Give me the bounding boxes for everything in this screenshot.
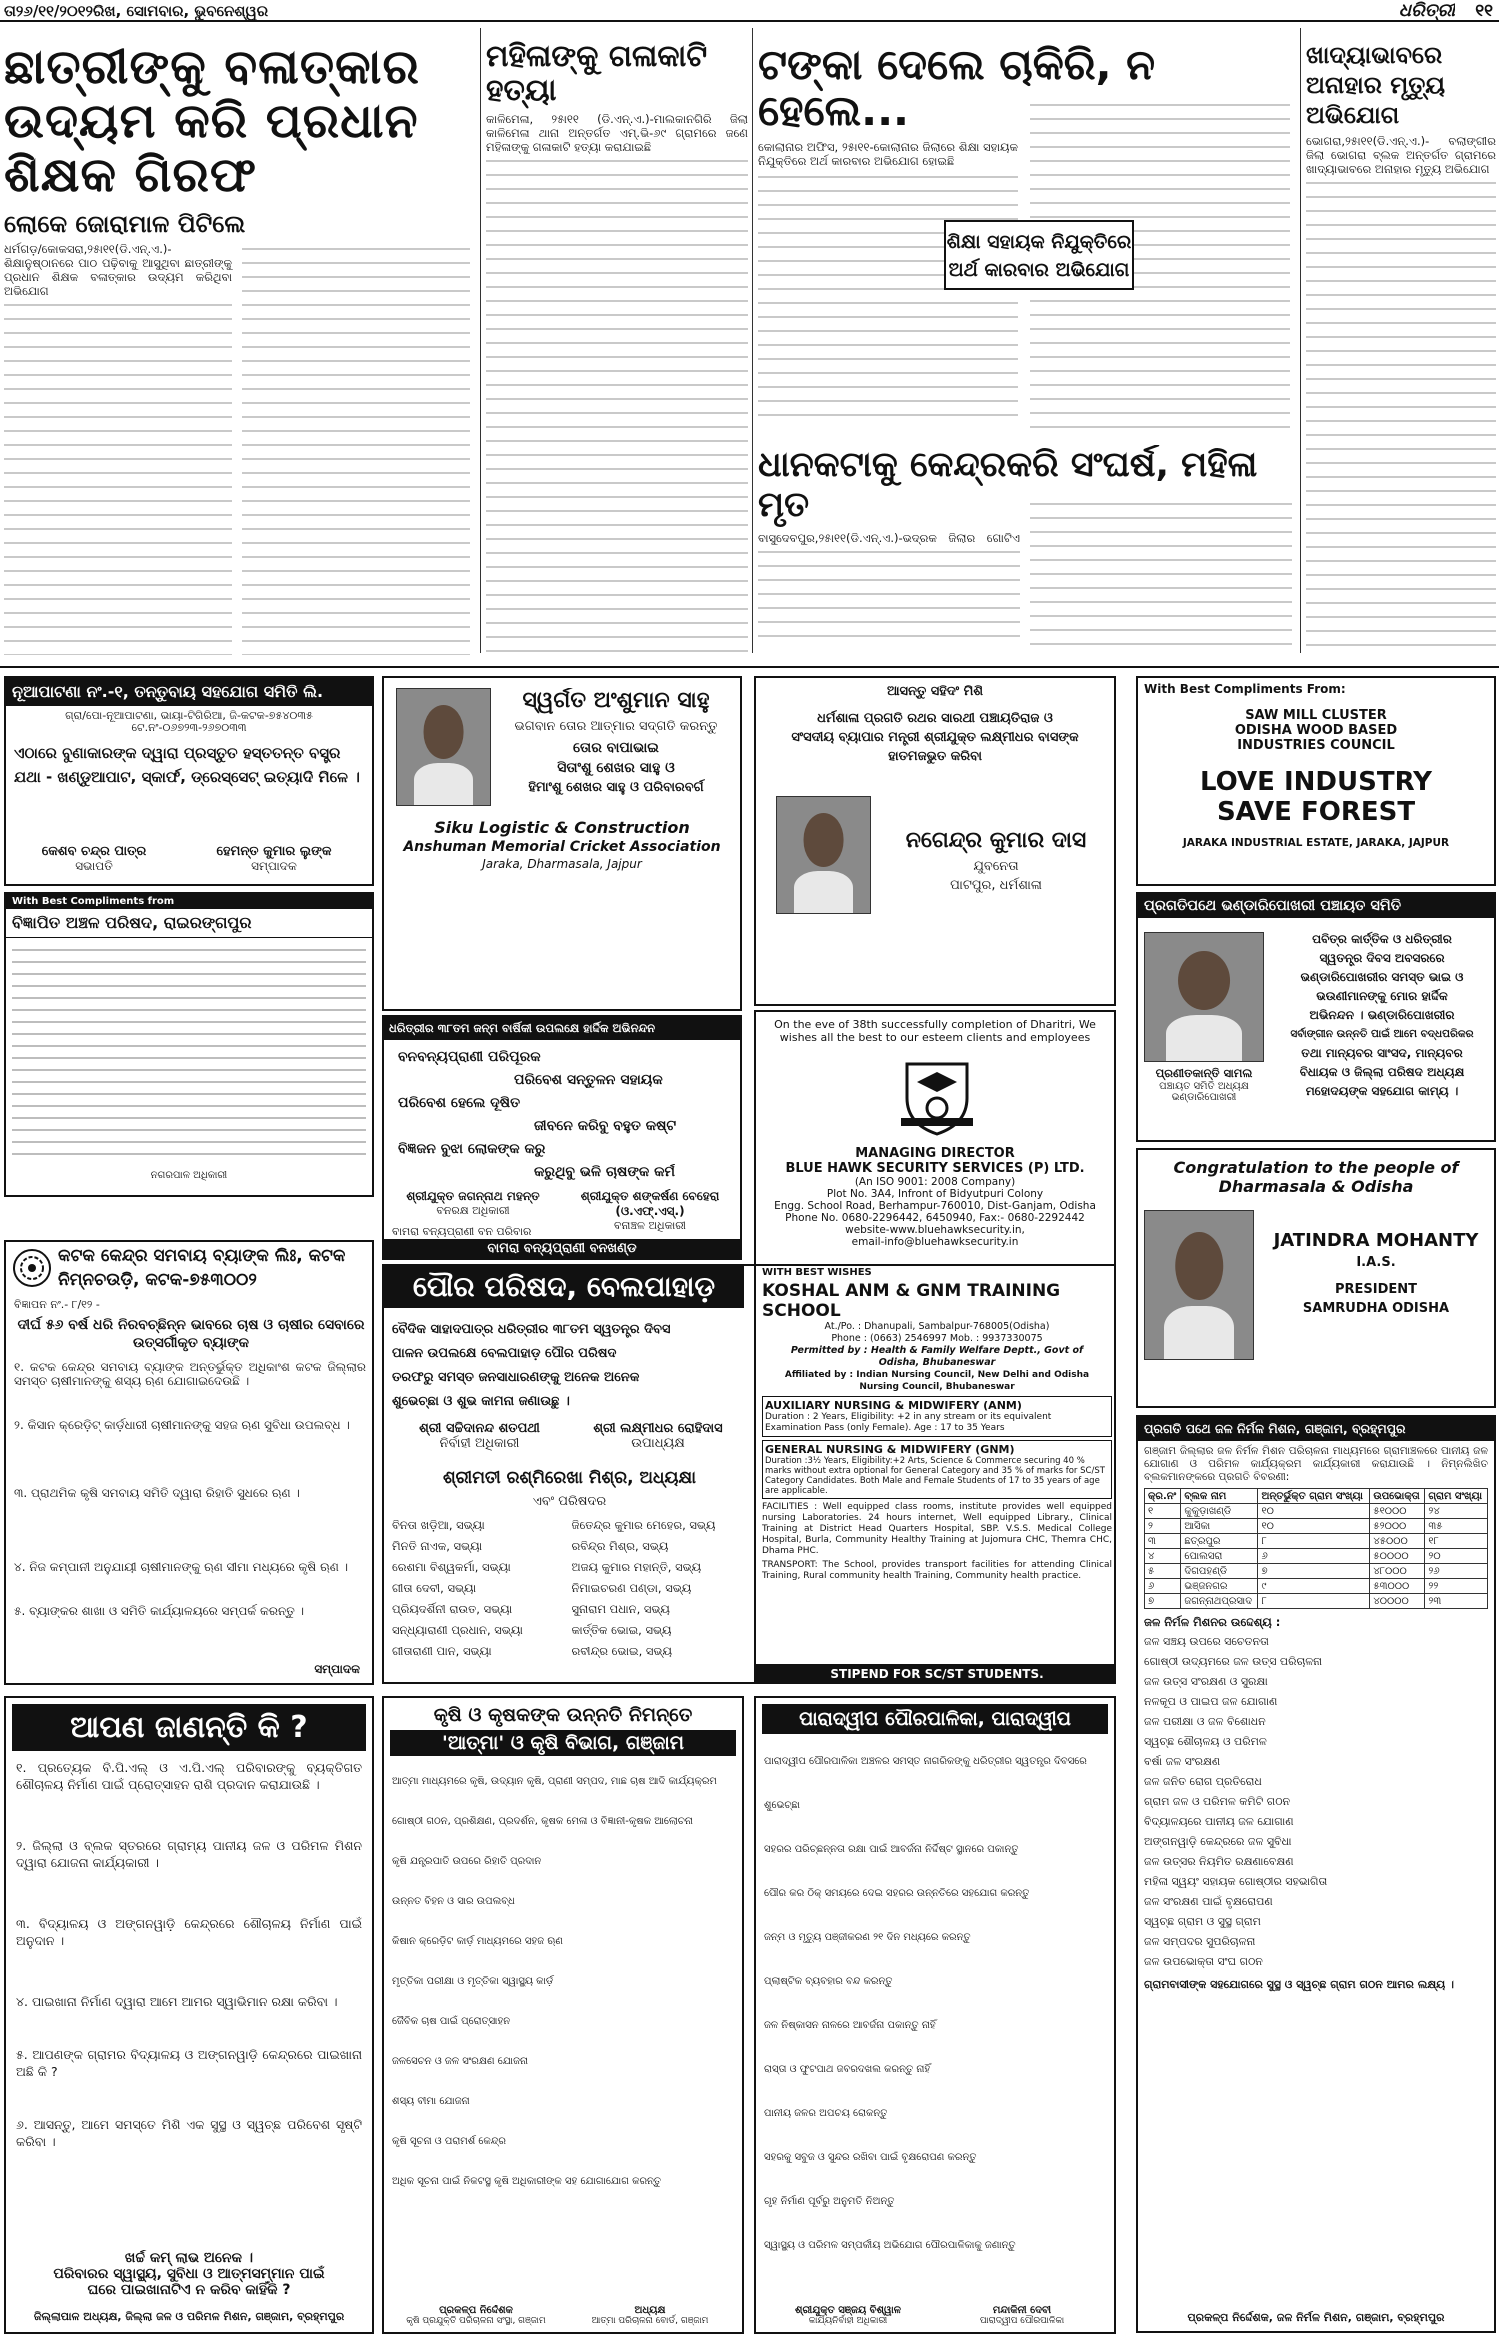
transport: TRANSPORT: The School, provides transport facilities for attending Clinical Training, Rural community health Training, Community health practice. — [762, 1560, 1112, 1581]
table-row — [1145, 1519, 1488, 1534]
subhead: ଲୋକେ ଜୋରାମାଳ ପିଟିଲେ — [4, 210, 246, 238]
org-name: Anshuman Memorial Cricket Association — [403, 839, 721, 855]
person-role: ଭଣ୍ଡାରିପୋଖରୀ — [1171, 1092, 1237, 1103]
list-item: ମୃତ୍ତିକା ପରୀକ୍ଷା ଓ ମୃତ୍ତିକା ସ୍ୱାସ୍ଥ୍ୟ କାର୍ଡ଼ — [392, 1976, 554, 1987]
ad-bhandaripokhari — [1136, 892, 1496, 1142]
officer-role: ନିର୍ବାହୀ ଅଧିକାରୀ — [439, 1436, 520, 1451]
cell: ଛତ୍ରପୁର — [1181, 1534, 1258, 1549]
ad-intro: ଗଞ୍ଜାମ ଜିଲ୍ଲାର ଜଳ ନିର୍ମଳ ମିଶନ ପରିଚାଳନା ମାଧ୍ୟମରେ ଗ୍ରାମାଞ୍ଚଳରେ ପାନୀୟ ଜଳ ଯୋଗାଣ ଓ ପରିମଳ କାର୍ଯ୍ୟକ୍ରମ କାର୍ଯ୍ୟକାରୀ କରାଯାଉଛି । ନିମ୍ନଲିଖିତ ବ୍ଲକମାନଙ୍କରେ ପ୍ରଗତି ବିବରଣୀ: — [1144, 1445, 1488, 1483]
member: ଗୀତା ଦେବୀ, ସଭ୍ୟା — [392, 1581, 477, 1595]
shield-icon — [897, 1058, 977, 1138]
list-item: କୃଷି ସୂଚନା ଓ ପରାମର୍ଶ କେନ୍ଦ୍ର — [392, 2136, 506, 2147]
ad-atma — [382, 1696, 744, 2334]
list-item: ଜଳ ଉତ୍ସର ନିୟମିତ ରକ୍ଷଣାବେକ୍ଷଣ — [1144, 1855, 1294, 1868]
ad-footer: ପ୍ରକଳ୍ପ ନିର୍ଦ୍ଦେଶକ, ଜଳ ନିର୍ମଳ ମିଶନ, ଗଞ୍ଜାମ, ବ୍ରହ୍ମପୁର — [1187, 2311, 1445, 2324]
address: Engg. School Road, Berhampur-760010, Dist-Ganjam, Odisha — [774, 1200, 1096, 1212]
member: ବିନତା ଖଡ଼ିଆ, ସଭ୍ୟା — [392, 1518, 485, 1532]
sig-role: ସମ୍ପାଦକ — [314, 1662, 360, 1676]
list-item: ସ୍ୱଚ୍ଛ ଶୌଚାଳୟ ଓ ପରିମଳ — [1144, 1735, 1267, 1748]
ad-closing: ଗ୍ରାମବାସୀଙ୍କ ସହଯୋଗରେ ସୁସ୍ଥ ଓ ସ୍ୱଚ୍ଛ ଗ୍ରାମ ଗଠନ ଆମର ଲକ୍ଷ୍ୟ । — [1144, 1978, 1455, 1991]
ad-dharmashala — [754, 676, 1116, 1006]
member: ଜିତେନ୍ଦ୍ର କୁମାର ମେହେର, ସଭ୍ୟ — [571, 1518, 716, 1532]
list-item: ୫. ଆପଣଙ୍କ ଗ୍ରାମର ବିଦ୍ୟାଳୟ ଓ ଅଙ୍ଗନୱାଡ଼ି କେନ୍ଦ୍ରରେ ପାଇଖାନା ଅଛି କି ? — [16, 2047, 362, 2079]
ad-ccb — [4, 1240, 374, 1685]
sig-role: ବନରକ୍ଷ ଅଧିକାରୀ — [436, 1204, 510, 1217]
page-header — [0, 0, 1499, 22]
ad-title: ଆସନ୍ତୁ ସହିଦଂ ମିଶି — [886, 684, 984, 699]
cell: ୫୩୦୦୦ — [1370, 1579, 1425, 1594]
ad-bikhyapit — [4, 892, 374, 1197]
cell: ୧ — [1145, 1504, 1181, 1519]
sig-role: କାର୍ଯ୍ୟନିର୍ବାହୀ ଅଧିକାରୀ — [808, 2316, 888, 2326]
role: MANAGING DIRECTOR — [855, 1146, 1015, 1161]
ad-line: ବିଧାୟକ ଓ ଜିଲ୍ଲା ପରିଷଦ ଅଧ୍ୟକ୍ଷ — [1299, 1065, 1465, 1079]
sig-role: ସଭାପତି — [75, 859, 113, 873]
sig-name: ଶ୍ରୀଯୁକ୍ତ ସଞ୍ଜୟ ବିଶ୍ୱାଳ — [795, 2305, 901, 2316]
list-item: ଆତ୍ମା ମାଧ୍ୟମରେ କୃଷି, ଉଦ୍ୟାନ କୃଷି, ପ୍ରାଣୀ ସମ୍ପଦ, ମାଛ ଚାଷ ଆଦି କାର୍ଯ୍ୟକ୍ରମ — [392, 1776, 717, 1787]
ad-water-mission — [1136, 1415, 1496, 2333]
org-name: SAW MILL CLUSTER — [1245, 708, 1387, 723]
ad-line: ସିତାଂଶୁ ଶେଖର ସାହୁ ଓ — [557, 760, 675, 776]
ad-compliments: With Best Compliments from — [6, 894, 372, 909]
ad-address: ଗ୍ରା/ପୋ-ନୂଆପାଟଣା, ଭାୟା-ଟିଗିରିଆ, ଜି-କଟକ-୭୫୪୦୩୫ — [65, 709, 313, 722]
ad-title: କୃଷି ଓ କୃଷକଙ୍କ ଉନ୍ନତି ନିମନ୍ତେ — [433, 1704, 693, 1726]
table-header: ବ୍ଲକ ନାମ — [1181, 1489, 1258, 1504]
sig-name: କେଶବ ଚନ୍ଦ୍ର ପାତ୍ର — [41, 844, 147, 859]
permission: Permitted by : Health & Family Welfare Deptt., Govt of — [790, 1345, 1084, 1356]
list-item: ୬. ଆସନ୍ତୁ, ଆମେ ସମସ୍ତେ ମିଶି ଏକ ସୁସ୍ଥ ଓ ସ୍ୱଚ୍ଛ ପରିବେଶ ସୃଷ୍ଟି କରିବା । — [16, 2117, 362, 2149]
person-place: ପାଟପୁର, ଧର୍ମଶାଳା — [950, 878, 1042, 893]
ad-wishes: WITH BEST WISHES — [762, 1267, 872, 1278]
portrait-photo — [1144, 932, 1264, 1062]
cell: ୨୦ — [1425, 1549, 1488, 1564]
list-item: ଜଳ ସଞ୍ଚୟ ଉପରେ ସଚେତନତା — [1144, 1635, 1269, 1648]
ad-title: ବିଜ୍ଞାପିତ ଅଞ୍ଚଳ ପରିଷଦ, ରାଇରଙ୍ଗପୁର — [6, 909, 372, 938]
list-item: ୩. ବିଦ୍ୟାଳୟ ଓ ଅଙ୍ଗନୱାଡ଼ି କେନ୍ଦ୍ରରେ ଶୌଚାଳୟ ନିର୍ମାଣ ପାଇଁ ଅନୁଦାନ । — [16, 1916, 362, 1948]
sig-role: ଅଧ୍ୟକ୍ଷ — [634, 2305, 666, 2316]
member: ସନ୍ଧ୍ୟାରାଣୀ ପ୍ରଧାନ, ସଭ୍ୟା — [392, 1623, 523, 1637]
slogan: SAVE FOREST — [1216, 797, 1416, 827]
story-text: ଧର୍ମଗଡ଼/କୋକସରା,୨୫ା୧୧(ଡି.ଏନ୍.ଏ.)- ଶିକ୍ଷାନୁଷ୍ଠାନରେ ପାଠ ପଢ଼ିବାକୁ ଆସୁଥିବା ଛାତ୍ରୀଙ୍କୁ ପ୍ରଧାନ ଶିକ୍ଷକ ବଳାତ୍କାର ଉଦ୍ୟମ କରିଥିବା ଅଭିଯୋଗ — [4, 242, 232, 298]
list-item: ପାନୀୟ ଜଳର ଅପଚୟ ରୋକନ୍ତୁ — [764, 2108, 888, 2119]
member: କାର୍ତ୍ତିକ ଭୋଇ, ସଭ୍ୟ — [571, 1623, 672, 1637]
ad-line: ଭଉଣୀମାନଙ୍କୁ ମୋର ହାର୍ଦ୍ଦିକ — [1316, 989, 1448, 1003]
headline: ଖାଦ୍ୟାଭାବରେ ଅନାହାର ମୃତ୍ୟୁ ଅଭିଯୋଗ — [1306, 41, 1446, 129]
list-item: ସହରକୁ ସବୁଜ ଓ ସୁନ୍ଦର ରଖିବା ପାଇଁ ବୃକ୍ଷରୋପଣ କରନ୍ତୁ — [764, 2152, 977, 2163]
ad-line: ବିଜ୍ଞଜନ ବୁଝା ଲୋକଙ୍କ କରୁ — [398, 1141, 546, 1157]
member: ଅଜୟ କୁମାର ମହାନ୍ତି, ସଭ୍ୟ — [571, 1560, 702, 1574]
cell: ୪୮୦୦୦ — [1370, 1564, 1425, 1579]
ad-point: ୪. ନିଜ କମ୍ପାନୀ ଅନୁଯାୟୀ ଚାଷୀମାନଙ୍କୁ ଋଣ ସୀମା ମଧ୍ୟରେ କୃଷି ଋଣ । — [14, 1560, 349, 1574]
ad-line: ତୋର ବାପାଭାଇ — [573, 740, 659, 756]
list-item: ଜଳ ନିଷ୍କାସନ ନାଳରେ ଆବର୍ଜନା ପକାନ୍ତୁ ନାହିଁ — [764, 2020, 936, 2031]
cell: ୪୫୦୦୦ — [1370, 1534, 1425, 1549]
ad-sawmill — [1136, 676, 1496, 886]
cell: ୫ — [1145, 1564, 1181, 1579]
ad-line: ହାତମଜଭୁତ କରିବା — [888, 749, 982, 764]
cell: ୨୪ — [1425, 1504, 1488, 1519]
list-item: ଜଳ ପରୀକ୍ଷା ଓ ଜଳ ବିଶୋଧନ — [1144, 1715, 1266, 1728]
ad-line: ବୈଦିକ ସାହାଦପାତ୍ର ଧରିତ୍ରୀର ୩୮ତମ ସ୍ୱତନ୍ତ୍ର ଦିବସ — [392, 1322, 671, 1337]
story-job — [758, 42, 1298, 432]
dateline: ତା୨୬/୧୧/୨୦୧୨ରିଖ, ସୋମବାର, ଭୁବନେଶ୍ୱର — [4, 2, 269, 20]
portrait-photo — [396, 688, 491, 806]
cell: ୭ — [1145, 1594, 1181, 1609]
officer-name: ଶ୍ରୀ ଲକ୍ଷ୍ମୀଧର ରୋହିଦାସ — [593, 1421, 723, 1436]
ad-title: 'ଆତ୍ମା' ଓ କୃଷି ବିଭାଗ, ଗଞ୍ଜାମ — [390, 1730, 736, 1756]
list-item: ଶସ୍ୟ ବୀମା ଯୋଜନା — [392, 2096, 470, 2107]
cell: କୁକୁଡ଼ାଖଣ୍ଡି — [1181, 1504, 1258, 1519]
cell: ୩ — [1145, 1534, 1181, 1549]
ad-footer: ବାମରା ବନ୍ୟପ୍ରାଣୀ ବନଖଣ୍ଡ — [384, 1239, 740, 1258]
list-item: ଜୈବିକ ଚାଷ ପାଇଁ ପ୍ରୋତ୍ସାହନ — [392, 2016, 511, 2027]
sig-role: ବନାଞ୍ଚଳ ଅଧିକାରୀ — [614, 1219, 686, 1232]
member: ରେଶମା ବିଶ୍ୱକର୍ମା, ସଭ୍ୟା — [392, 1560, 511, 1574]
list-item: ରାସ୍ତା ଓ ଫୁଟପାଥ ଜବରଦଖଲ କରନ୍ତୁ ନାହିଁ — [764, 2064, 931, 2075]
list-item: ଗୃହ ନିର୍ମାଣ ପୂର୍ବରୁ ଅନୁମତି ନିଅନ୍ତୁ — [764, 2196, 895, 2207]
ad-line: ପବିତ୍ର କାର୍ତ୍ତିକ ଓ ଧରିତ୍ରୀର — [1312, 932, 1452, 946]
ad-point: ୧. କଟକ କେନ୍ଦ୍ର ସମବାୟ ବ୍ୟାଙ୍କ ଅନ୍ତର୍ଭୁକ୍ତ ଅଧିକାଂଶ କଟକ ଜିଲ୍ଲାର ସମସ୍ତ ଚାଷୀମାନଙ୍କୁ ଶସ୍ୟ ଋଣ ଯୋଗାଇଦେଉଛି । — [14, 1360, 366, 1388]
ad-title: Congratulation to the people of — [1173, 1158, 1459, 1177]
cell: ୬ — [1258, 1549, 1370, 1564]
ad-jatindra — [1136, 1148, 1496, 1408]
person-role: ପଞ୍ଚାୟତ ସମିତି ଅଧ୍ୟକ୍ଷ — [1159, 1081, 1249, 1092]
table-header: ଉପଭୋକ୍ତା — [1370, 1489, 1425, 1504]
course-text: Duration : 2 Years, Eligibility: +2 in any stream or its equivalent Examination Pass (only Female). Age : 17 to 35 Years — [765, 1412, 1052, 1433]
headline: ମହିଳାଙ୍କୁ ଗଳାକାଟି ହତ୍ୟା — [486, 40, 708, 108]
ad-belpahar — [382, 1264, 1116, 1684]
member: ପ୍ରିୟଦର୍ଶିନୀ ରାଉତ, ସଭ୍ୟା — [392, 1602, 513, 1616]
story-rape — [4, 40, 476, 655]
list-item: ଜଳ ସଂରକ୍ଷଣ ପାଇଁ ବୃକ୍ଷରୋପଣ — [1144, 1895, 1273, 1908]
list-item: ପୌର କର ଠିକ୍ ସମୟରେ ଦେଇ ସହରର ଉନ୍ନତିରେ ସହଯୋଗ କରନ୍ତୁ — [764, 1888, 1030, 1899]
member: ରବୀନ୍ଦ୍ର ଭୋଇ, ସଭ୍ୟ — [571, 1644, 672, 1658]
story-text: କାଳିମେଳା, ୨୫ା୧୧ (ଡି.ଏନ୍.ଏ.)-ମାଲକାନଗିରି ଜିଲା କାଳିମେଳା ଥାନା ଅନ୍ତର୍ଗତ ଏମ୍.ଭି-୬୯ ଗ୍ରାମରେ ଜଣେ ମହିଳାଙ୍କୁ ଗଳାକାଟି ହତ୍ୟା କରାଯାଇଛି — [486, 112, 748, 154]
member: ଗୀତାରାଣୀ ପାନ, ସଭ୍ୟା — [392, 1644, 492, 1658]
council: ଏବଂ ପରିଷଦର — [532, 1494, 607, 1509]
cell: ୮ — [1258, 1534, 1370, 1549]
list-item: ଜନ୍ମ ଓ ମୃତ୍ୟୁ ପଞ୍ଜୀକରଣ ୨୧ ଦିନ ମଧ୍ୟରେ କରନ୍ତୁ — [764, 1932, 971, 1943]
table-header: କ୍ର.ନଂ — [1145, 1489, 1181, 1504]
list-item: ବିଦ୍ୟାଳୟରେ ପାନୀୟ ଜଳ ଯୋଗାଣ — [1144, 1815, 1294, 1828]
officer-name: ଶ୍ରୀ ସଚ୍ଚିଦାନନ୍ଦ ଶତପଥୀ — [419, 1421, 540, 1436]
sig-role: ପାରାଦ୍ୱୀପ ପୌରପାଳିକା — [979, 2316, 1065, 2326]
story-text: କୋଲାନାର ଅଫିସ, ୨୫ା୧୧-କୋଲାନାର ଜିଲାରେ ଶିକ୍ଷା ସହାୟକ ନିଯୁକ୍ତିରେ ଅର୍ଥ କାରବାର ଅଭିଯୋଗ ହୋଇଛି — [758, 140, 1018, 168]
ad-title: ସ୍ୱର୍ଗତ ଅଂଶୁମାନ ସାହୁ — [522, 688, 710, 713]
org-name: SAMRUDHA ODISHA — [1302, 1301, 1450, 1316]
cell: ୫୨୦୦୦ — [1370, 1519, 1425, 1534]
org-name: INDUSTRIES COUNCIL — [1237, 738, 1395, 753]
cell: ୧୦ — [1258, 1504, 1370, 1519]
table-header: ଗ୍ରାମ ସଂଖ୍ୟା — [1425, 1489, 1488, 1504]
affiliation: Nursing Council, Bhubaneswar — [859, 1382, 1015, 1392]
job-subhead-box — [944, 220, 1134, 290]
cell: ୩୫ — [1425, 1519, 1488, 1534]
member: ରବିନ୍ଦ୍ର ମିଶ୍ର, ସଭ୍ୟ — [571, 1539, 669, 1553]
email: email-info@bluehawksecurity.in — [851, 1236, 1019, 1248]
cell: ୭ — [1258, 1564, 1370, 1579]
ad-line: ପରିବେଶ ହେଲେ ଦୂଷିତ — [398, 1095, 521, 1111]
closing: ଖର୍ଚ୍ଚ କମ୍ ଲାଭ ଅନେକ । — [124, 2250, 254, 2266]
table-row — [1145, 1549, 1488, 1564]
sig-role: ପ୍ରକଳ୍ପ ନିର୍ଦ୍ଦେଶକ — [439, 2305, 513, 2316]
list-item: ୨. ଜିଲ୍ଲା ଓ ବ୍ଲକ ସ୍ତରରେ ଗ୍ରାମ୍ୟ ପାନୀୟ ଜଳ ଓ ପରିମଳ ମିଶନ ଦ୍ୱାରା ଯୋଜନା କାର୍ଯ୍ୟକାରୀ । — [16, 1838, 362, 1870]
closing: ପରିବାରର ସ୍ୱାସ୍ଥ୍ୟ, ସୁବିଧା ଓ ଆତ୍ମସମ୍ମାନ ପାଇଁ — [53, 2266, 325, 2282]
cell: ପୋଲସରା — [1181, 1549, 1258, 1564]
ad-tantubaya — [4, 676, 374, 886]
cell: ଆସିକା — [1181, 1519, 1258, 1534]
story-malnutrition — [1306, 40, 1496, 655]
ad-line: କରୁଥିବୁ ଭଳି ଚାଷଙ୍କ କର୍ମ — [534, 1164, 675, 1180]
table-row — [1145, 1504, 1488, 1519]
headline: ଧାନକଟାକୁ କେନ୍ଦ୍ରକରି ସଂଘର୍ଷ, ମହିଳା ମୃତ — [758, 445, 1258, 525]
ad-line: ସର୍ବାଙ୍ଗୀନ ଉନ୍ନତି ପାଇଁ ଆମେ ବଦ୍ଧପରିକର — [1290, 1028, 1474, 1040]
cell: ଭଞ୍ଜନଗର — [1181, 1579, 1258, 1594]
company-logo — [897, 1058, 977, 1138]
ad-point: ୩. ପ୍ରାଥମିକ କୃଷି ସମବାୟ ସମିତି ଦ୍ୱାରା ରିହାତି ସୁଧରେ ଋଣ । — [14, 1486, 300, 1500]
headline: ଟଙ୍କା ଦେଲେ ଚାକିରି, ନ ହେଲେ... — [758, 42, 1156, 135]
ad-line: ଯଥା - ଖଣ୍ଡୁଆପାଟ, ସ୍କାର୍ଫ, ଡ୍ରେସ୍‌ସେଟ୍ ଇତ୍ୟାଦି ମିଳେ । — [14, 768, 360, 786]
person-role: ଯୁବନେତା — [973, 859, 1019, 874]
table-row — [1145, 1564, 1488, 1579]
cell: ୧୮ — [1425, 1534, 1488, 1549]
cell: ୨୬ — [1425, 1564, 1488, 1579]
list-item: ଅଙ୍ଗନୱାଡ଼ି କେନ୍ଦ୍ରରେ ଜଳ ସୁବିଧା — [1144, 1835, 1292, 1848]
ad-line: ଭଣ୍ଡାରିପୋଖରୀର ସମସ୍ତ ଭାଇ ଓ — [1300, 970, 1464, 984]
story-paddy — [758, 445, 1298, 655]
slogan: LOVE INDUSTRY — [1200, 767, 1432, 797]
address: At./Po. : Dhanupali, Sambalpur-768005(Odisha) — [824, 1321, 1050, 1332]
list-item: ଗୋଷ୍ଠୀ ଗଠନ, ପ୍ରଶିକ୍ଷଣ, ପ୍ରଦର୍ଶନ, କୃଷକ ମେଳା ଓ ବିଜ୍ଞାନୀ-କୃଷକ ଆଲୋଚନା — [392, 1816, 693, 1827]
address: JARAKA INDUSTRIAL ESTATE, JARAKA, JAJPUR — [1182, 837, 1450, 849]
ad-title: ଧରିତ୍ରୀର ୩୮ତମ ଜନ୍ମ ବାର୍ଷିକୀ ଉପଲକ୍ଷେ ହାର୍ଦ୍ଦିକ ଅଭିନନ୍ଦନ — [384, 1017, 740, 1040]
course-title: GENERAL NURSING & MIDWIFERY (GNM) — [765, 1443, 1015, 1456]
list-item: ପ୍ଲାଷ୍ଟିକ ବ୍ୟବହାର ବନ୍ଦ କରନ୍ତୁ — [764, 1976, 893, 1987]
paper-name: ଧରିତ୍ରୀ — [1398, 0, 1455, 21]
person-title: I.A.S. — [1356, 1255, 1396, 1270]
portrait-photo — [1144, 1210, 1254, 1360]
course-text: Duration :3½ Years, Eligibility:+2 Arts, Science & Commerce securing 40 % marks without extra optional for General Category and 35 % of marks for SC/ST Category Candidates. Both Male and Female Students of 17 to 35 years of age are applicable. — [765, 1456, 1105, 1496]
ad-title: ନୂଆପାଟଣା ନଂ.-୧, ତନ୍ତୁବାୟ ସହଯୋଗ ସମିତି ଲି. — [6, 678, 372, 706]
cell: ୨୨ — [1425, 1579, 1488, 1594]
person-name: ନଗେନ୍ଦ୍ର କୁମାର ଦାସ — [905, 828, 1087, 853]
cell: ୧୦ — [1258, 1519, 1370, 1534]
ad-line: ପାଳନ ଉପଲକ୍ଷେ ବେଲପାହାଡ଼ ପୌର ପରିଷଦ — [392, 1346, 617, 1361]
cooperative-icon — [12, 1248, 52, 1288]
closing: ଘରେ ପାଇଖାନାଟିଏ ନ କରିବ କାହିଁକି ? — [87, 2282, 291, 2298]
ad-title: ପ୍ରଗତି ପଥେ ଜଳ ନିର୍ମଳ ମିଶନ, ଗଞ୍ଜାମ, ବ୍ରହ୍ମପୁର — [1138, 1417, 1494, 1441]
list-item: ସ୍ୱଚ୍ଛ ଗ୍ରାମ ଓ ସୁସ୍ଥ ଗ୍ରାମ — [1144, 1915, 1261, 1928]
ad-line: ଅଭିନନ୍ଦନ । ଭଣ୍ଡାରିପୋଖରୀର — [1309, 1008, 1455, 1022]
ad-phone: ଟେ.ନଂ-୦୬୭୨୩-୨୬୭୦୩୩ — [131, 721, 247, 734]
member: ସୁନାରାମ ପଧାନ, ସଭ୍ୟ — [571, 1602, 670, 1616]
list-item: ଗୋଷ୍ଠୀ ଉଦ୍ୟମରେ ଜଳ ଉତ୍ସ ପରିଚାଳନା — [1144, 1655, 1323, 1668]
sig-name: ହେମନ୍ତ କୁମାର ଲୁଙ୍କ — [216, 844, 332, 859]
ad-footer: ନଗରପାଳ ଅଧିକାରୀ — [150, 1170, 228, 1181]
company-name: BLUE HAWK SECURITY SERVICES (P) LTD. — [785, 1161, 1085, 1176]
ad-line: ମହୋଦୟଙ୍କ ସହଯୋଗ କାମ୍ୟ । — [1305, 1084, 1459, 1098]
page-number: ୧୧ — [1475, 1, 1493, 21]
list-item: ସହରର ପରିଚ୍ଛନ୍ନତା ରକ୍ଷା ପାଇଁ ଆବର୍ଜନା ନିର୍ଦ୍ଦିଷ୍ଟ ସ୍ଥାନରେ ପକାନ୍ତୁ — [764, 1844, 1019, 1855]
list-item: ସ୍ୱାସ୍ଥ୍ୟ ଓ ପରିମଳ ସମ୍ପର୍କୀୟ ଅଭିଯୋଗ ପୌରପାଳିକାକୁ ଜଣାନ୍ତୁ — [764, 2240, 1016, 2251]
list-item: ଜଳ ସମ୍ପଦର ସୁପରିଚାଳନା — [1144, 1935, 1256, 1948]
ad-line: ସଂସଦୀୟ ବ୍ୟାପାର ମନ୍ତ୍ରୀ ଶ୍ରୀଯୁକ୍ତ ଲକ୍ଷ୍ମୀଧର ବାସଙ୍କ — [791, 730, 1079, 745]
org-name: Siku Logistic & Construction — [434, 818, 690, 837]
ad-footer: ଜିଲ୍ଲାପାଳ ଅଧ୍ୟକ୍ଷ, ଜିଲ୍ଲା ଜଳ ଓ ପରିମଳ ମିଶନ, ଗଞ୍ଜାମ, ବ୍ରହ୍ମପୁର — [33, 2310, 345, 2323]
cell: ଜଗନ୍ନାଥପ୍ରସାଦ — [1181, 1594, 1258, 1609]
sig-role: ସମ୍ପାଦକ — [251, 859, 297, 873]
cell: ୪୦୦୦୦ — [1370, 1594, 1425, 1609]
ad-paradip — [754, 1696, 1116, 2334]
cell: ୮ — [1258, 1594, 1370, 1609]
affiliation: Affiliated by : Indian Nursing Council, New Delhi and Odisha — [784, 1370, 1090, 1380]
list-item: ଜଳ ଉପଭୋକ୍ତା ସଂଘ ଗଠନ — [1144, 1955, 1263, 1968]
list-item: ବର୍ଷା ଜଳ ସଂରକ୍ଷଣ — [1144, 1755, 1221, 1768]
list-item: ଜଳ ଜନିତ ରୋଗ ପ୍ରତିରୋଧ — [1144, 1775, 1262, 1788]
list-item: ଗ୍ରାମ ଜଳ ଓ ପରିମଳ କମିଟି ଗଠନ — [1144, 1795, 1291, 1808]
person-role: PRESIDENT — [1334, 1282, 1418, 1297]
cell: ୫୦୦୦୦ — [1370, 1549, 1425, 1564]
table-row — [1145, 1594, 1488, 1609]
website: website-www.bluehawksecurity.in, — [845, 1224, 1025, 1236]
sig-org: ଆତ୍ମା ପରିଚାଳନା ବୋର୍ଡ, ଗଞ୍ଜାମ — [591, 2316, 709, 2326]
list-item: ପାରାଦ୍ୱୀପ ପୌରପାଳିକା ଅଞ୍ଚଳର ସମସ୍ତ ନାଗରିକଙ୍କୁ ଧରିତ୍ରୀର ସ୍ୱତନ୍ତ୍ର ଦିବସରେ ଶୁଭେଚ୍ଛା — [764, 1756, 1087, 1811]
ad-title: କଟକ କେନ୍ଦ୍ର ସମବାୟ ବ୍ୟାଙ୍କ ଲିଃ, କଟକ — [58, 1246, 346, 1266]
ad-line: ଜୀବନେ କରିବୁ ବହୁତ କଷ୍ଟ — [534, 1118, 677, 1134]
cell: ୬ — [1145, 1579, 1181, 1594]
ad-point: ୨. କିସାନ କ୍ରେଡ଼ିଟ୍ କାର୍ଡ଼ଧାରୀ ଚାଷୀମାନଙ୍କୁ ସହଜ ଋଣ ସୁବିଧା ଉପଲବ୍ଧ । — [14, 1418, 350, 1432]
permission: Odisha, Bhubaneswar — [878, 1357, 996, 1368]
list-item: ଅଧିକ ସୂଚନା ପାଇଁ ନିକଟସ୍ଥ କୃଷି ଅଧିକାରୀଙ୍କ ସହ ଯୋଗାଯୋଗ କରନ୍ତୁ — [392, 2176, 662, 2187]
table-header: ଅନ୍ତର୍ଭୁକ୍ତ ଗ୍ରାମ ସଂଖ୍ୟା — [1258, 1489, 1370, 1504]
ad-subhead: ଜଳ ନିର୍ମଳ ମିଶନର ଉଦ୍ଦେଶ୍ୟ : — [1144, 1615, 1281, 1629]
ad-title: ପୌର ପରିଷଦ, ବେଲପାହାଡ଼ — [384, 1266, 744, 1308]
ad-memorial — [382, 676, 742, 1011]
story-text: ବାସୁଦେବପୁର,୨୫ା୧୧(ଡି.ଏନ୍.ଏ.)-ଭଦ୍ରକ ଜିଲାର ଗୋଟିଏ — [758, 531, 1020, 545]
cell: ୨ — [1145, 1519, 1181, 1534]
list-item: ନଳକୂପ ଓ ପାଇପ ଜଳ ଯୋଗାଣ — [1144, 1695, 1278, 1708]
phone: Phone No. 0680-2296442, 6450940, Fax:- 0680-2292442 — [785, 1212, 1085, 1224]
cell: ଦିଗପହଣ୍ଡି — [1181, 1564, 1258, 1579]
sig-name: ଶ୍ରୀଯୁକ୍ତ ଜଗନ୍ନାଥ ମହନ୍ତ — [406, 1189, 540, 1203]
ad-point: ୫. ବ୍ୟାଙ୍କର ଶାଖା ଓ ସମିତି କାର୍ଯ୍ୟାଳୟରେ ସମ୍ପର୍କ କରନ୍ତୁ । — [14, 1604, 304, 1618]
notice-no: ବିଜ୍ଞାପନ ନଂ.- ୮/୧୨ - — [14, 1298, 100, 1311]
school-name: KOSHAL ANM & GNM TRAINING SCHOOL — [762, 1281, 1061, 1321]
iso: (An ISO 9001: 2008 Company) — [854, 1176, 1016, 1188]
ad-title: ପ୍ରଗତିପଥେ ଭଣ୍ଡାରିପୋଖରୀ ପଞ୍ଚାୟତ ସମିତି — [1138, 894, 1494, 918]
story-murder — [486, 40, 748, 655]
cell: ୫୧୦୦୦ — [1370, 1504, 1425, 1519]
ad-line: ଏଠାରେ ବୁଣାକାରଙ୍କ ଦ୍ୱାରା ପ୍ରସ୍ତୁତ ହସ୍ତତନ୍ତ ବସ୍ତ୍ର — [14, 744, 341, 762]
table-row — [1145, 1534, 1488, 1549]
ad-family: ବାମରା ବନ୍ୟପ୍ରାଣୀ ବନ ପରିବାର — [392, 1225, 532, 1238]
ad-line: ସ୍ୱତନ୍ତ୍ର ଦିବସ ଅବସରରେ — [1319, 951, 1445, 965]
ad-title: ଆପଣ ଜାଣନ୍ତି କି ? — [12, 1704, 366, 1751]
bank-logo — [12, 1248, 52, 1288]
facilities: FACILITIES : Well equipped class rooms, institute provides well equipped nursing Laboratories. 24 hours internet, Well equipped Library., Clinical Training at District Head Quarters Hospital, SBP. V.S.S. Medical College Hospital, Burla, Community Healthy Training at Jujomura CHC, Themra CHC, Dhama PHC. — [762, 1502, 1112, 1556]
story-text: ଭୋଗରା,୨୫ା୧୧(ଡି.ଏନ୍.ଏ.)- ବଲାଙ୍ଗୀର ଜିଲା ଭୋଗରା ବ୍ଲକ ଅନ୍ତର୍ଗତ ଗ୍ରାମରେ ଖାଦ୍ୟାଭାବରେ ଅନାହାର ମୃତ୍ୟୁ ଅଭିଯୋଗ — [1306, 134, 1496, 176]
officer-role: ଉପାଧ୍ୟକ୍ଷ — [631, 1436, 685, 1451]
ad-address: ନିମ୍ନଚଉଡ଼ି, କଟକ-୭୫୩୦୦୨ — [58, 1270, 257, 1290]
progress-table — [1144, 1488, 1488, 1609]
sig-name: ମନ୍ଦାକିନୀ ଦେବୀ — [992, 2305, 1052, 2316]
ad-line: ଧର୍ମଶାଳା ପ୍ରଗତି ରଥର ସାରଥୀ ପଞ୍ଚାୟତିରାଜ ଓ — [817, 711, 1053, 726]
list-item: କିଷାନ କ୍ରେଡ଼ିଟ କାର୍ଡ଼ ମାଧ୍ୟମରେ ସହଜ ଋଣ — [392, 1936, 563, 1947]
ad-line: ତରଫରୁ ସମସ୍ତ ଜନସାଧାରଣଙ୍କୁ ଅନେକ ଅନେକ — [392, 1370, 640, 1385]
list-item: ମହିଳା ସ୍ୱୟଂ ସହାୟକ ଗୋଷ୍ଠୀର ସହଭାଗିତା — [1144, 1875, 1328, 1888]
ad-line: ଶୁଭେଚ୍ଛା ଓ ଶୁଭ କାମନା ଜଣାଉଛୁ । — [392, 1394, 570, 1409]
ad-line: ହିମାଂଶୁ ଶେଖର ସାହୁ ଓ ପରିବାରବର୍ଗ — [528, 780, 704, 795]
ad-title: ପାରାଦ୍ୱୀପ ପୌରପାଳିକା, ପାରାଦ୍ୱୀପ — [762, 1704, 1108, 1734]
ad-compliments: With Best Compliments From: — [1144, 682, 1346, 696]
ad-intro: On the eve of 38th successfully completion of Dharitri, We wishes all the best to our esteem clients and employees — [774, 1018, 1096, 1044]
ad-footer: STIPEND FOR SC/ST STUDENTS. — [756, 1664, 1116, 1684]
ad-title: Dharmasala & Odisha — [1218, 1177, 1414, 1196]
list-item: ୪. ପାଇଖାନା ନିର୍ମାଣ ଦ୍ୱାରା ଆମେ ଆମର ସ୍ୱାଭିମାନ ରକ୍ଷା କରିବା । — [16, 1994, 338, 2009]
cell: ୯ — [1258, 1579, 1370, 1594]
phone: Phone : (0663) 2546997 Mob. : 9937330075 — [831, 1333, 1043, 1344]
list-item: କୃଷି ଯନ୍ତ୍ରପାତି ଉପରେ ରିହାତି ପ୍ରଦାନ — [392, 1856, 542, 1867]
ad-line: ତଥା ମାନ୍ୟବର ସାଂସଦ, ମାନ୍ୟବର — [1301, 1046, 1463, 1060]
list-item: ଉନ୍ନତ ବିହନ ଓ ସାର ଉପଲବ୍ଧ — [392, 1896, 515, 1907]
list-item: ଜଳସେଚନ ଓ ଜଳ ସଂରକ୍ଷଣ ଯୋଜନା — [392, 2056, 529, 2067]
member: ନିମାଇଚରଣ ପଣ୍ଡା, ସଭ୍ୟ — [571, 1581, 692, 1595]
list-item: ୧. ପ୍ରତ୍ୟେକ ବି.ପି.ଏଲ୍ ଓ ଏ.ପି.ଏଲ୍ ପରିବାରଙ୍କୁ ବ୍ୟକ୍ତିଗତ ଶୌଚାଳୟ ନିର୍ମାଣ ପାଇଁ ପ୍ରୋତ୍ସାହନ ରାଶି ପ୍ରଦାନ କରାଯାଉଛି । — [16, 1760, 362, 1792]
ad-forest-wildlife — [382, 1015, 742, 1260]
chair: ଶ୍ରୀମତୀ ରଶ୍ମିରେଖା ମିଶ୍ର, ଅଧ୍ୟକ୍ଷା — [442, 1468, 697, 1488]
list-item: ଜଳ ଉତ୍ସ ସଂରକ୍ଷଣ ଓ ସୁରକ୍ଷା — [1144, 1675, 1268, 1688]
person-name: JATINDRA MOHANTY — [1273, 1230, 1479, 1251]
headline: ଛାତ୍ରୀଙ୍କୁ ବଳାତ୍କାର ଉଦ୍ୟମ କରି ପ୍ରଧାନ ଶିକ୍ଷକ ଗିରଫ — [4, 40, 420, 203]
course-title: AUXILIARY NURSING & MIDWIFERY (ANM) — [765, 1399, 1022, 1412]
portrait-photo — [776, 796, 871, 914]
ad-lead: ଦୀର୍ଘ ୫୬ ବର୍ଷ ଧରି ନିରବଚ୍ଛିନ୍ନ ଭାବରେ ଚାଷ ଓ ଚାଷୀର ସେବାରେ ଉତ୍ସର୍ଗୀକୃତ ବ୍ୟାଙ୍କ — [17, 1317, 365, 1351]
sig-org: କୃଷି ପ୍ରଯୁକ୍ତି ପରିଚାଳନା ସଂସ୍ଥା, ଗଞ୍ଜାମ — [406, 2316, 546, 2326]
cell: ୨୩ — [1425, 1594, 1488, 1609]
person-name: ପ୍ରଣୀତକାନ୍ତି ସାମଲ — [1155, 1066, 1253, 1080]
table-row — [1145, 1579, 1488, 1594]
org-name: ODISHA WOOD BASED — [1234, 723, 1398, 738]
ad-line: ଭଗବାନ ତୋର ଆତ୍ମାର ସଦ୍‌ଗତି କରନ୍ତୁ — [514, 719, 718, 734]
ad-line: ପରିବେଶ ସନ୍ତୁଳନ ସହାୟକ — [514, 1072, 663, 1088]
sig-name: ଶ୍ରୀଯୁକ୍ତ ଶଙ୍କର୍ଷଣ ବେହେରା (ଓ.ଏଫ୍.ଏସ୍.) — [580, 1189, 720, 1218]
ad-line: ବନବନ୍ୟପ୍ରାଣୀ ପରିପୂରକ — [398, 1049, 541, 1065]
ad-jaan — [4, 1696, 374, 2334]
ad-koshal — [754, 1264, 1116, 1684]
org-place: Jaraka, Dharmasala, Jajpur — [482, 857, 642, 871]
cell: ୪ — [1145, 1549, 1181, 1564]
member: ମିନତି ନାଏକ, ସଭ୍ୟା — [392, 1539, 483, 1553]
subhead: ଶିକ୍ଷା ସହାୟକ ନିଯୁକ୍ତିରେ ଅର୍ଥ କାରବାର ଅଭିଯୋଗ — [946, 231, 1132, 281]
address: Plot No. 3A4, Infront of Bidyutpuri Colony — [826, 1188, 1044, 1200]
